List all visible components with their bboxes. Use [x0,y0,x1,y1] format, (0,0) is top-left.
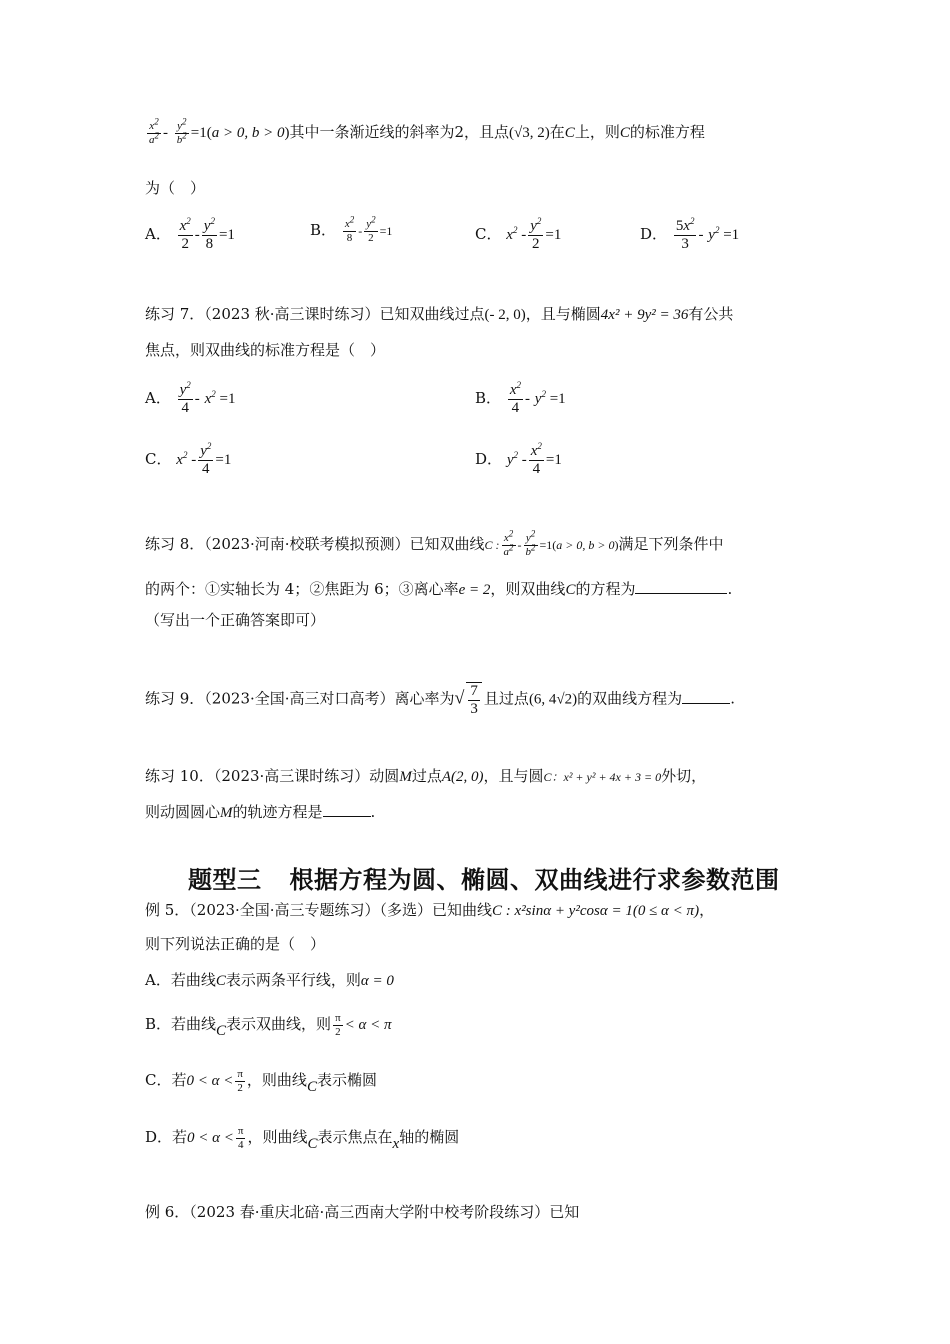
ex5-curve: C : x²sinα + y²cosα = 1(0 ≤ α < π) [492,903,700,919]
ex8-text-b2: ，则双曲线 [490,580,566,598]
ex8-text-b: 满足下列条件中 [618,535,724,553]
intro-option-c[interactable]: C． $x^2$ - $\frac{y^2}{2}$ =1 [475,216,562,252]
section-title: 根据方程为圆、椭圆、双曲线进行求参数范围 [289,866,780,894]
var-c: C [216,1023,227,1039]
ex7-option-d[interactable]: D． $y^2$ - $\frac{x^2}{4}$ =1 [475,441,562,477]
ex8-eccentricity: e = 2 [458,582,491,598]
ex5-label: 例 5．（2023·全国·高三专题练习）（多选）已知曲线 [145,901,493,919]
opt-b-eq: < α < π [344,1017,392,1033]
ex9-label: 练习 9．（2023·全国·高三对口高考）离心率为 [145,689,455,708]
intro-point: √3, 2 [514,125,545,141]
fraction: $\frac{y^2}{4}$ [179,380,191,416]
intro-line-1: $\frac{x^2}{a^2}$ - $\frac{y^2}{b^2}$ =1(a > 0, b > 0)其中一条渐近线的斜率为2，且点(√3, 2)在C上，则C的标准方程 [149,116,705,146]
ex10-line-2: 则动圆圆心M的轨迹方程是 . [145,800,375,825]
intro-line-2: 为（ ） [145,179,206,197]
sqrt-fraction-7-3: $\frac{7}{3}$ [466,682,482,717]
var-c: C [306,1079,317,1095]
opt-b-text-2: 表示双曲线，则 [226,1015,332,1033]
ex5-option-d[interactable] [145,1125,459,1151]
ex5-option-c[interactable] [145,1068,377,1094]
option-b-label: B． [310,221,337,239]
ex7-option-c[interactable]: C． $x^2$ - $\frac{y^2}{4}$ =1 [145,441,232,477]
ex8-label: 练习 8．（2023·河南·校联考模拟预测）已知双曲线 [145,535,485,553]
option-a-label: A． [145,389,171,407]
ex7-label: 练习 7．（2023 秋·高三课时练习）已知双曲线过点 [145,305,485,323]
ex9-line-1: 练习 9．（2023·全国·高三对口高考）离心率为√ $\frac{7}{3}$ 且过点(6, 4√2)的双曲线方程为 . [145,683,735,717]
ex10-text-b: 过点 [411,767,442,785]
ex8-text-a: 的两个：①实轴长为 4；②焦距为 6；③离心率 [145,580,459,598]
ex9-text-c: 的双曲线方程为 [577,689,683,708]
ex7-option-a[interactable]: A． $\frac{y^2}{4}$ - $x^2 =1$ [145,380,236,416]
ex7-point: (- 2, 0) [484,307,526,323]
section-heading [188,860,780,895]
condition-text: a > 0, b > 0 [211,125,285,141]
fraction: $\frac{x^2}{8}$ [344,214,355,244]
ex10-text-b2: 的轨迹方程是 [232,803,323,821]
opt-b-text-1: B．若曲线 [145,1015,217,1033]
intro-option-a[interactable]: A． $\frac{x^2}{2}$ - $\frac{y^2}{8}$ =1 [145,216,235,252]
fraction: $\frac{x^2}{2}$ [179,216,191,252]
var-c: C [565,582,576,598]
option-d-label: D． [475,450,503,468]
option-d-label: D． [640,225,668,243]
ex6-line-1: 例 6．（2023 春·重庆北碚·高三西南大学附中校考阶段练习）已知 [145,1203,580,1221]
var-m: M [399,769,412,785]
fraction: $\frac{y^2}{2}$ [366,214,376,244]
fraction-pi-4: $\frac{\pi}{4}$ [237,1125,244,1151]
ex10-text-a2: 则动圆圆心 [145,803,221,821]
var-c-2: C [619,125,630,141]
ex7-option-b[interactable]: B． $\frac{x^2}{4}$ - $y^2 =1$ [475,380,566,416]
ex9-point: (6, 4√2) [528,691,578,708]
fraction-x2-a2: $\frac{x^2}{a^2}$ [149,116,159,146]
opt-c-text-1: C．若 [145,1071,187,1089]
var-c: C [564,125,575,141]
answer-blank[interactable] [323,800,371,817]
ex9-text-b: 且过点 [483,689,529,708]
ex7-line-2: 焦点，则双曲线的标准方程是（ ） [145,341,386,359]
fraction: $\frac{y^2}{b^2}$ [525,528,536,558]
fraction-pi-2: $\frac{\pi}{2}$ [335,1012,341,1038]
ex7-text-b: ，且与椭圆 [525,305,601,323]
ex10-label: 练习 10．（2023·高三课时练习）动圆 [145,767,400,785]
ex5-line-2: 则下列说法正确的是（ ） [145,935,326,953]
fraction: $\frac{x^2}{4}$ [530,441,542,477]
answer-blank[interactable] [682,687,730,704]
fraction: $\frac{x^2}{4}$ [509,380,521,416]
section-number: 题型三 [188,866,262,894]
intro-text-d: 的标准方程 [629,123,705,141]
opt-c-text-2: ，则曲线 [246,1071,307,1089]
fraction: $\frac{x^2}{a^2}$ [503,528,514,558]
option-a-label: A． [145,225,171,243]
opt-c-eq: 0 < α < [186,1073,234,1089]
intro-text-a: 其中一条渐近线的斜率为2，且点 [289,123,510,141]
fraction: $\frac{5x^2}{3}$ [675,216,695,252]
var-c: C [307,1136,318,1152]
ex8-line-1: 练习 8．（2023·河南·校联考模拟预测）已知双曲线C : $\frac{x^2}{a^2}$ - $\frac{y^2}{b^2}$ =1(a > 0, b > 0)满足下列条件中 [145,528,724,558]
intro-text-b: 在 [549,123,565,141]
ex7-ellipse: 4x² + 9y² = 36 [600,307,689,323]
opt-d-text-1: D．若 [145,1128,188,1146]
var-x: x [392,1136,400,1152]
ex5-option-a[interactable] [145,968,394,993]
intro-text-c: 上，则 [574,123,620,141]
opt-d-text-4: 轴的椭圆 [399,1128,460,1146]
opt-a-text-1: A．若曲线 [145,971,216,989]
ex10-point: A(2, 0) [441,769,484,785]
opt-c-text-3: 表示椭圆 [316,1071,377,1089]
fraction-pi-2: $\frac{\pi}{2}$ [237,1068,243,1094]
opt-d-text-3: 表示焦点在 [317,1128,393,1146]
fraction: $\frac{y^2}{8}$ [203,216,215,252]
fraction-y2-b2: $\frac{y^2}{b^2}$ [176,116,187,146]
opt-a-text-2: 表示两条平行线，则 [225,971,361,989]
opt-d-text-2: ，则曲线 [247,1128,308,1146]
ex10-text-c: ，且与圆 [483,767,544,785]
intro-option-d[interactable]: D． $\frac{5x^2}{3}$ - $y^2 =1$ [640,216,740,252]
opt-a-eq: α = 0 [360,973,394,989]
answer-blank[interactable] [635,577,727,594]
ex7-line-1 [145,302,733,327]
option-c-label: C． [145,450,172,468]
option-c-label: C． [475,225,502,243]
ex10-text-d: 外切， [661,767,707,785]
ex8-text-c: 的方程为 [575,580,636,598]
var-m-2: M [220,805,233,821]
ex8-line-3: （写出一个正确答案即可） [145,611,326,629]
fraction: $\frac{y^2}{2}$ [530,216,542,252]
intro-option-b[interactable]: B． $\frac{x^2}{8}$ - $\frac{y^2}{2}$ =1 [310,214,393,244]
ex8-line-2: 的两个：①实轴长为 4；②焦距为 6；③离心率e = 2，则双曲线C的方程为 . [145,577,732,602]
var-c: C [215,973,226,989]
fraction: $\frac{y^2}{4}$ [200,441,212,477]
ex5-option-b[interactable] [145,1012,392,1038]
ex7-text-c: 有公共 [688,305,734,323]
option-b-label: B． [475,389,502,407]
ex5-line-1: 例 5．（2023·全国·高三专题练习）（多选）已知曲线C : x²sinα + y²cosα = 1(0 ≤ α < π)， [145,901,715,919]
ex10-line-1 [145,764,706,789]
opt-d-eq: 0 < α < [187,1130,234,1146]
ex10-circle: C：x² + y² + 4x + 3 = 0 [543,770,662,784]
